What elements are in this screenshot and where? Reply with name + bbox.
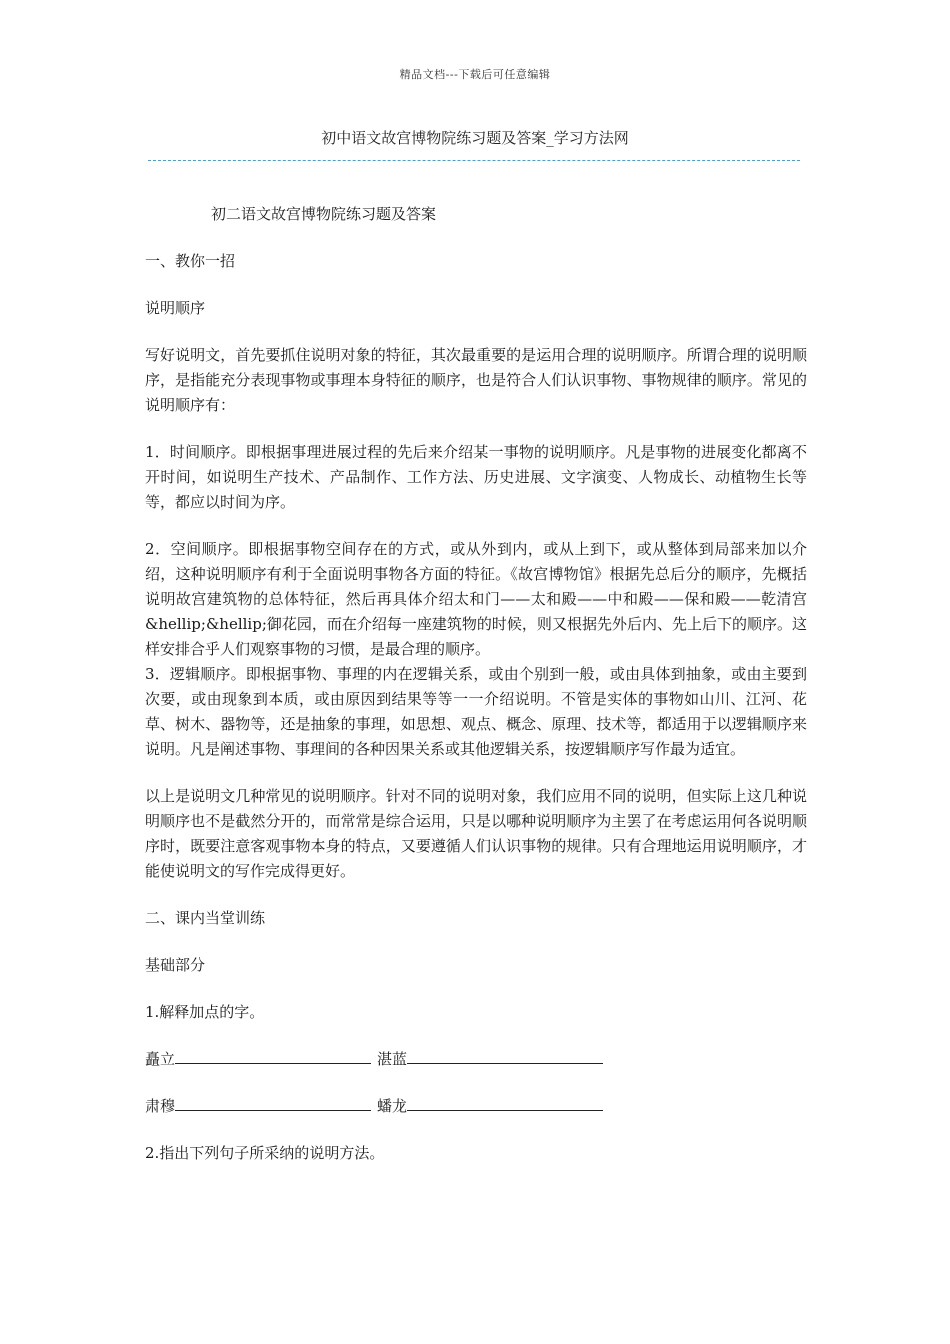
answer-blank[interactable] [175, 1047, 371, 1064]
paragraph-space-order: 2．空间顺序。即根据事物空间存在的方式，或从外到内，或从上到下，或从整体到局部来加以介绍，这种说明顺序有利于全面说明事物各方面的特征。《故宫博物馆》根据先总后分的顺序，先概括说明故宫建筑物的总体特征，然后再具体介绍太和门——太和殿——中和殿——保和殿——乾清宫&hellip;&hellip;御花园，而在介绍每一座建筑物的时候，则又根据先外后内、先上后下的顺序。这样安排合乎人们观察事物的习惯，是最合理的顺序。 [145, 540, 807, 658]
word-blank-row-1 [145, 1047, 807, 1072]
heading-basics: 基础部分 [145, 956, 206, 974]
paragraph-logic-order: 3．逻辑顺序。即根据事物、事理的内在逻辑关系，或由个别到一般，或由具体到抽象，或由主要到次要，或由现象到本质，或由原因到结果等等一一介绍说明。不管是实体的事物如山川、江河、花草、树木、器物等，还是抽象的事理，如思想、观点、概念、原理、技术等，都适用于以逻辑顺序来说明。凡是阐述事物、事理间的各种因果关系或其他逻辑关系，按逻辑顺序写作最为适宜。 [145, 665, 807, 758]
document-title: 初中语文故宫博物院练习题及答案_学习方法网 [321, 129, 629, 147]
word-label: 湛蓝 [377, 1050, 408, 1068]
answer-blank[interactable] [175, 1094, 371, 1111]
word-label: 蟠龙 [377, 1097, 408, 1115]
title-divider [148, 160, 800, 161]
heading-explanation-order: 说明顺序 [145, 299, 206, 317]
paragraph-intro: 写好说明文，首先要抓住说明对象的特征，其次最重要的是运用合理的说明顺序。所谓合理的说明顺序，是指能充分表现事物或事理本身特征的顺序，也是符合人们认识事物、事物规律的顺序。常见的说明顺序有： [145, 346, 807, 414]
word-blank-row-2 [145, 1094, 807, 1119]
question-2: 2.指出下列句子所采纳的说明方法。 [145, 1144, 385, 1162]
answer-blank[interactable] [407, 1047, 603, 1064]
answer-blank[interactable] [407, 1094, 603, 1111]
article-subtitle: 初二语文故宫博物院练习题及答案 [211, 205, 437, 223]
section-heading-2: 二、课内当堂训练 [145, 909, 266, 927]
watermark-text: 精品文档---下载后可任意编辑 [399, 68, 551, 81]
paragraph-time-order: 1．时间顺序。即根据事理进展过程的先后来介绍某一事物的说明顺序。凡是事物的进展变化都离不开时间，如说明生产技术、产品制作、工作方法、历史进展、文字演变、人物成长、动植物生长等等，都应以时间为序。 [145, 443, 807, 511]
document-body [145, 202, 807, 1188]
question-1: 1.解释加点的字。 [145, 1003, 265, 1021]
word-label: 矗立 [145, 1050, 176, 1068]
word-label: 肃穆 [145, 1097, 176, 1115]
paragraph-summary: 以上是说明文几种常见的说明顺序。针对不同的说明对象，我们应用不同的说明，但实际上这几种说明顺序也不是截然分开的，而常常是综合运用，只是以哪种说明顺序为主罢了在考虑运用何各说明顺序时，既要注意客观事物本身的特点，又要遵循人们认识事物的规律。只有合理地运用说明顺序，才能使说明文的写作完成得更好。 [145, 787, 807, 880]
section-heading-1: 一、教你一招 [145, 252, 236, 270]
